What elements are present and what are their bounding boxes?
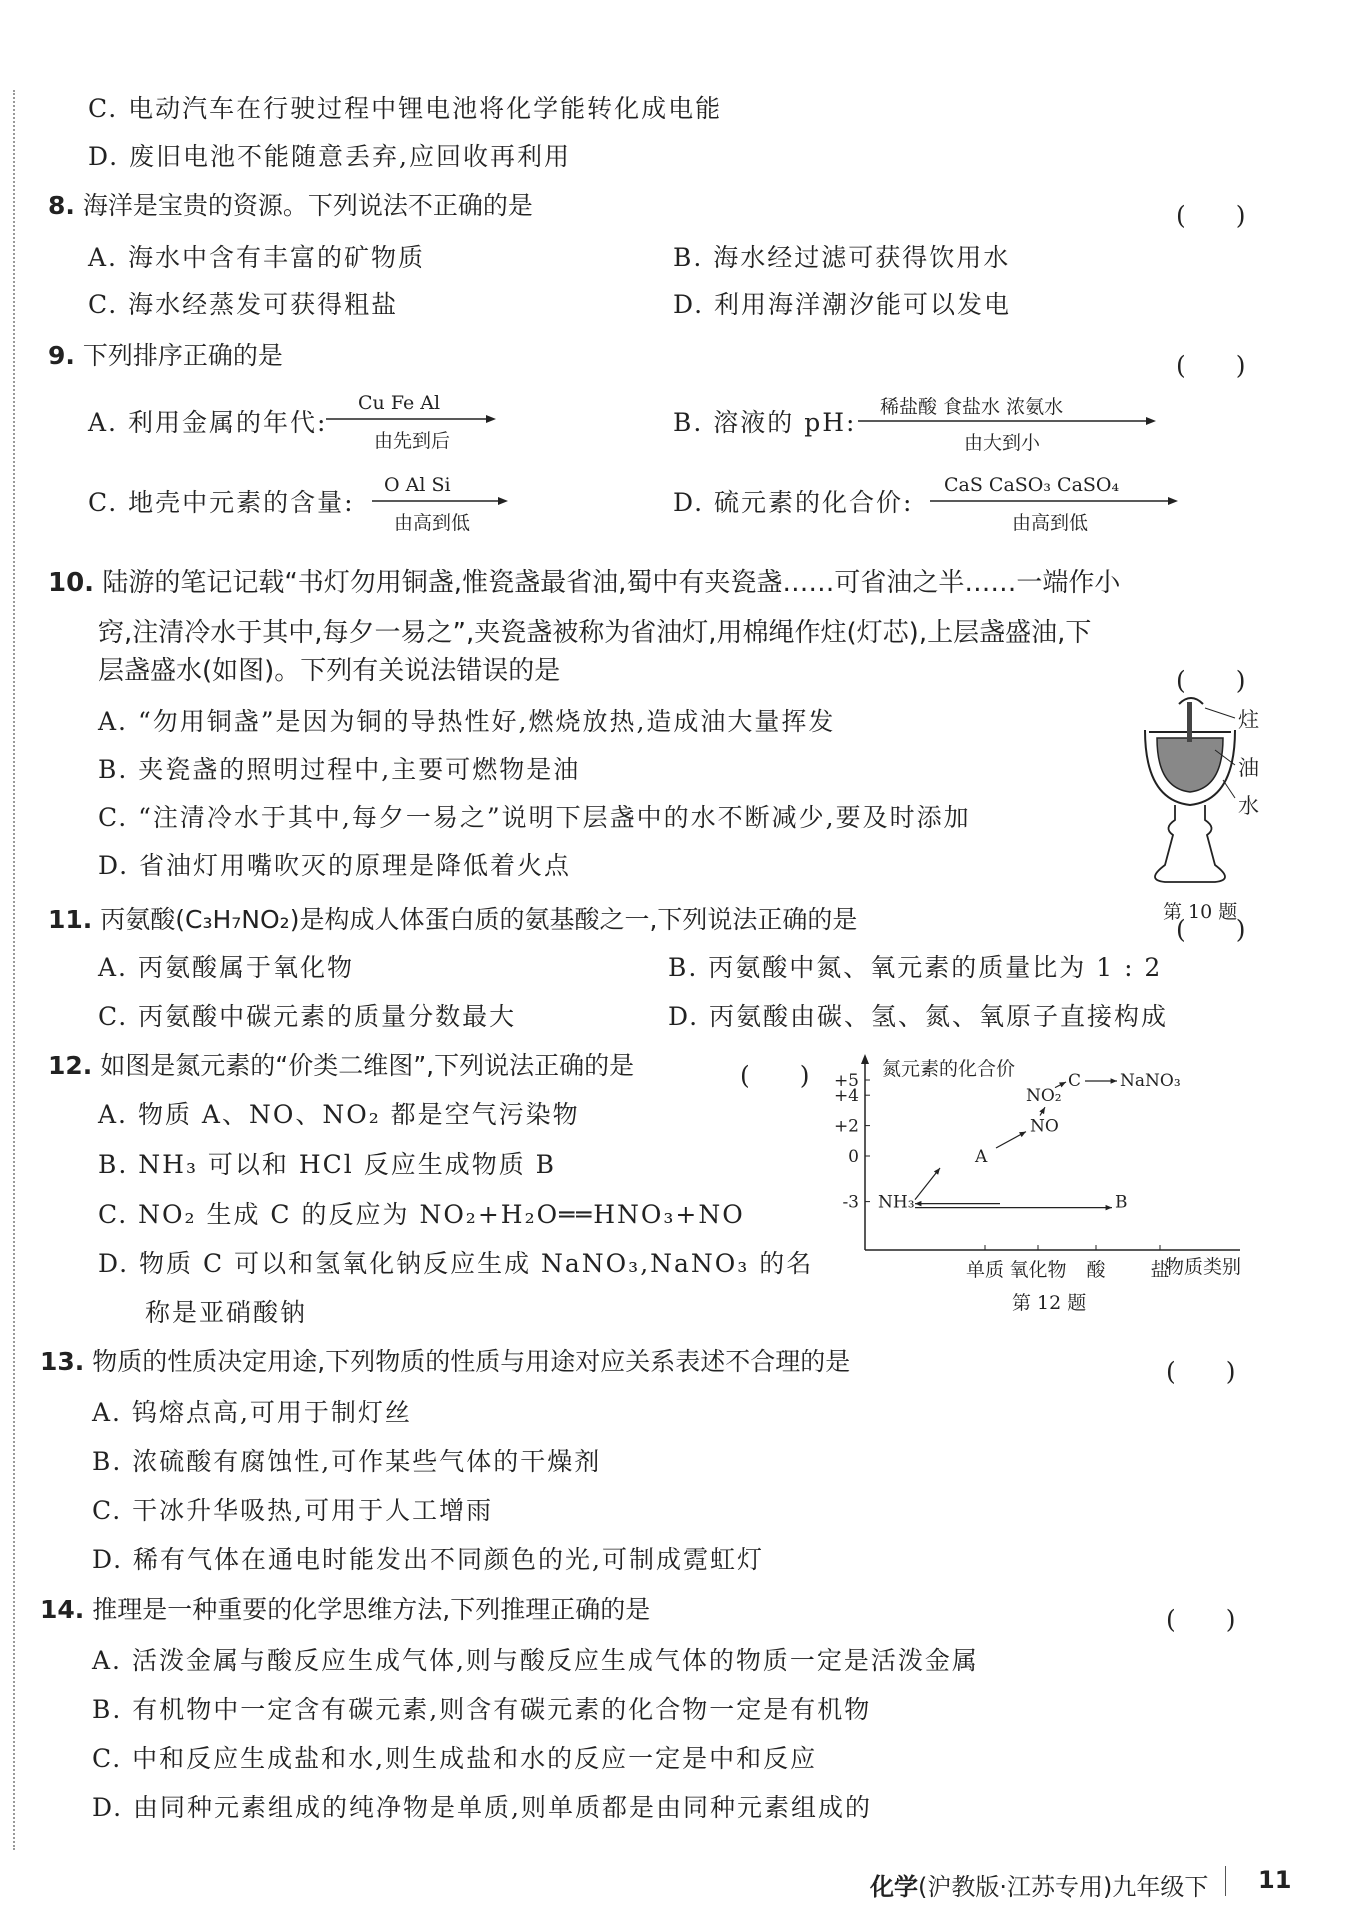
q10-option-a: A. “勿用铜盏”是因为铜的导热性好,燃烧放热,造成油大量挥发 xyxy=(98,707,836,736)
label-wick: 炷 xyxy=(1238,708,1259,732)
q9-stem-text: 下列排序正确的是 xyxy=(82,341,283,370)
chart-x-axis-title: 物质类别 xyxy=(1165,1256,1242,1278)
chart-y-tick-label: 0 xyxy=(848,1147,859,1167)
q13-option-a: A. 钨熔点高,可用于制灯丝 xyxy=(92,1398,412,1427)
q13-number: 13. xyxy=(40,1347,85,1376)
q10-answer-blank[interactable]: ( ) xyxy=(1176,666,1246,695)
q9-a-direction: 由先到后 xyxy=(374,430,451,452)
q12-valence-chart xyxy=(820,1050,1260,1310)
q12-answer-blank[interactable]: ( ) xyxy=(740,1061,810,1090)
q11-option-a: A. 丙氨酸属于氧化物 xyxy=(98,953,354,982)
q10-option-c: C. “注清冷水于其中,每夕一易之”说明下层盏中的水不断减少,要及时添加 xyxy=(98,803,971,832)
q8-option-b: B. 海水经过滤可获得饮用水 xyxy=(673,243,1011,272)
q14-number: 14. xyxy=(40,1595,85,1624)
chart-point-NH₃: NH₃ xyxy=(878,1192,915,1213)
q9-a-arrow xyxy=(326,392,496,452)
q7-option-d: D. 废旧电池不能随意丢弃,应回收再利用 xyxy=(88,142,571,171)
q10-figure-caption: 第 10 题 xyxy=(1163,901,1238,923)
chart-x-tick-label: 单质 xyxy=(965,1259,1005,1281)
q10-stem-line3: 层盏盛水(如图)。下列有关说法错误的是 xyxy=(98,656,561,686)
q14-stem xyxy=(40,1597,650,1622)
label-water: 水 xyxy=(1238,794,1259,818)
q14-option-c: C. 中和反应生成盐和水,则生成盐和水的反应一定是中和反应 xyxy=(92,1744,818,1773)
q10-line1-text: 陆游的笔记记载“书灯勿用铜盏,惟瓷盏最省油,蜀中有夹瓷盏……可省油之半……一端作小 xyxy=(102,568,1121,598)
chart-x-tick-label: 盐 xyxy=(1150,1259,1170,1281)
q11-stem xyxy=(48,907,857,932)
q9-c-arrow xyxy=(372,474,508,534)
q9-c-order: O Al Si xyxy=(384,474,451,496)
chart-x-tick-label: 酸 xyxy=(1086,1259,1106,1281)
q8-stem-text: 海洋是宝贵的资源。下列说法不正确的是 xyxy=(82,191,533,220)
q12-number: 12. xyxy=(48,1051,93,1080)
q9-b-direction: 由大到小 xyxy=(964,432,1041,454)
q8-option-c: C. 海水经蒸发可获得粗盐 xyxy=(88,290,399,319)
page-number: 11 xyxy=(1258,1866,1292,1894)
q9-answer-blank[interactable]: ( ) xyxy=(1176,351,1246,380)
binding-margin xyxy=(13,90,15,1850)
chart-point-NO₂: NO₂ xyxy=(1026,1086,1062,1107)
q14-answer-blank[interactable]: ( ) xyxy=(1166,1605,1236,1634)
q14-option-a: A. 活泼金属与酸反应生成气体,则与酸反应生成气体的物质一定是活泼金属 xyxy=(92,1646,979,1675)
footer-divider xyxy=(1225,1866,1226,1896)
q13-stem-text: 物质的性质决定用途,下列物质的性质与用途对应关系表述不合理的是 xyxy=(92,1347,851,1376)
chart-y-axis-arrow xyxy=(861,1054,869,1064)
q12-option-c: C. NO₂ 生成 C 的反应为 NO₂+H₂O══HNO₃+NO xyxy=(98,1200,745,1229)
q8-answer-blank[interactable]: ( ) xyxy=(1176,201,1246,230)
q13-option-b: B. 浓硫酸有腐蚀性,可作某些气体的干燥剂 xyxy=(92,1447,602,1476)
q9-option-a: A. 利用金属的年代: xyxy=(88,408,328,437)
chart-point-A: A xyxy=(975,1147,988,1167)
q10-stem-line1 xyxy=(48,570,1120,596)
q9-c-direction: 由高到低 xyxy=(394,512,471,534)
chart-y-axis-title: 氮元素的化合价 xyxy=(882,1058,1016,1080)
q12-figure-caption: 第 12 题 xyxy=(1012,1292,1087,1314)
q14-stem-text: 推理是一种重要的化学思维方法,下列推理正确的是 xyxy=(92,1595,651,1624)
chart-point-NaNO₃: NaNO₃ xyxy=(1120,1071,1181,1091)
q10-option-b: B. 夹瓷盏的照明过程中,主要可燃物是油 xyxy=(98,755,581,784)
q11-number: 11. xyxy=(48,905,93,934)
q9-number: 9. xyxy=(48,341,75,370)
q12-stem xyxy=(48,1053,634,1078)
q11-option-b: B. 丙氨酸中氮、氧元素的质量比为 1 : 2 xyxy=(668,953,1163,982)
arrow-c-to-nano3-head xyxy=(1111,1078,1117,1083)
q7-option-c: C. 电动汽车在行驶过程中锂电池将化学能转化成电能 xyxy=(88,94,723,123)
q9-d-arrow xyxy=(930,474,1178,534)
q11-option-c: C. 丙氨酸中碳元素的质量分数最大 xyxy=(98,1002,517,1031)
q10-stem-line2: 窍,注清冷水于其中,每夕一易之”,夹瓷盏被称为省油灯,用棉绳作炷(灯芯),上层盏盛油,下 xyxy=(98,618,1092,648)
q14-option-d: D. 由同种元素组成的纯净物是单质,则单质都是由同种元素组成的 xyxy=(92,1793,872,1822)
chart-y-tick-label: +4 xyxy=(833,1086,859,1107)
q8-option-a: A. 海水中含有丰富的矿物质 xyxy=(88,243,425,272)
q14-option-b: B. 有机物中一定含有碳元素,则含有碳元素的化合物一定是有机物 xyxy=(92,1695,872,1724)
footer-subject: 化学 xyxy=(870,1873,918,1901)
q10-figure xyxy=(1135,690,1295,890)
q13-stem xyxy=(40,1349,850,1374)
chart-y-tick-label: -3 xyxy=(842,1192,859,1213)
q8-stem xyxy=(48,193,533,218)
q13-answer-blank[interactable]: ( ) xyxy=(1166,1357,1236,1386)
q10-option-d: D. 省油灯用嘴吹灭的原理是降低着火点 xyxy=(98,851,572,880)
chart-y-tick-label: +5 xyxy=(833,1071,859,1091)
q9-option-c: C. 地壳中元素的含量: xyxy=(88,488,355,517)
q9-d-direction: 由高到低 xyxy=(1012,512,1089,534)
arrow-nh3-to-b-head xyxy=(1106,1205,1112,1210)
q9-stem xyxy=(48,343,283,368)
chart-point-C: C xyxy=(1068,1071,1082,1091)
q12-option-b: B. NH₃ 可以和 HCl 反应生成物质 B xyxy=(98,1150,557,1179)
q12-stem-text: 如图是氮元素的“价类二维图”,下列说法正确的是 xyxy=(100,1051,635,1080)
chart-x-tick-label: 氧化物 xyxy=(1009,1259,1067,1281)
q9-a-order: Cu Fe Al xyxy=(358,392,441,414)
q11-answer-blank[interactable]: ( ) xyxy=(1176,915,1246,944)
q13-option-d: D. 稀有气体在通电时能发出不同颜色的光,可制成霓虹灯 xyxy=(92,1545,764,1574)
oil-lamp-icon xyxy=(1135,690,1295,890)
q8-number: 8. xyxy=(48,191,75,220)
q9-option-b: B. 溶液的 pH: xyxy=(673,408,857,437)
q9-b-arrow xyxy=(858,392,1156,452)
q13-option-c: C. 干冰升华吸热,可用于人工增雨 xyxy=(92,1496,494,1525)
arrow-b-to-nh3-head xyxy=(915,1201,921,1206)
q11-stem-text: 丙氨酸(C₃H₇NO₂)是构成人体蛋白质的氨基酸之一,下列说法正确的是 xyxy=(100,905,858,934)
q9-option-d: D. 硫元素的化合价: xyxy=(673,488,914,517)
q8-option-d: D. 利用海洋潮汐能可以发电 xyxy=(673,290,1012,319)
q9-b-order: 稀盐酸 食盐水 浓氨水 xyxy=(880,396,1064,418)
page-footer xyxy=(870,1867,1208,1902)
chart-point-B: B xyxy=(1115,1192,1128,1213)
q9-d-order: CaS CaSO₃ CaSO₄ xyxy=(944,474,1120,496)
q11-option-d: D. 丙氨酸由碳、氢、氮、氧原子直接构成 xyxy=(668,1002,1169,1031)
q12-option-d-cont: 称是亚硝酸钠 xyxy=(145,1298,308,1327)
q12-option-d: D. 物质 C 可以和氢氧化钠反应生成 NaNO₃,NaNO₃ 的名 xyxy=(98,1249,814,1278)
label-oil: 油 xyxy=(1238,756,1259,780)
chart-point-NO: NO xyxy=(1030,1116,1059,1137)
q10-number: 10. xyxy=(48,568,95,598)
chart-y-tick-label: +2 xyxy=(833,1116,859,1137)
q12-option-a: A. 物质 A、NO、NO₂ 都是空气污染物 xyxy=(98,1100,580,1129)
footer-edition: (沪教版·江苏专用)九年级下 xyxy=(918,1873,1209,1901)
